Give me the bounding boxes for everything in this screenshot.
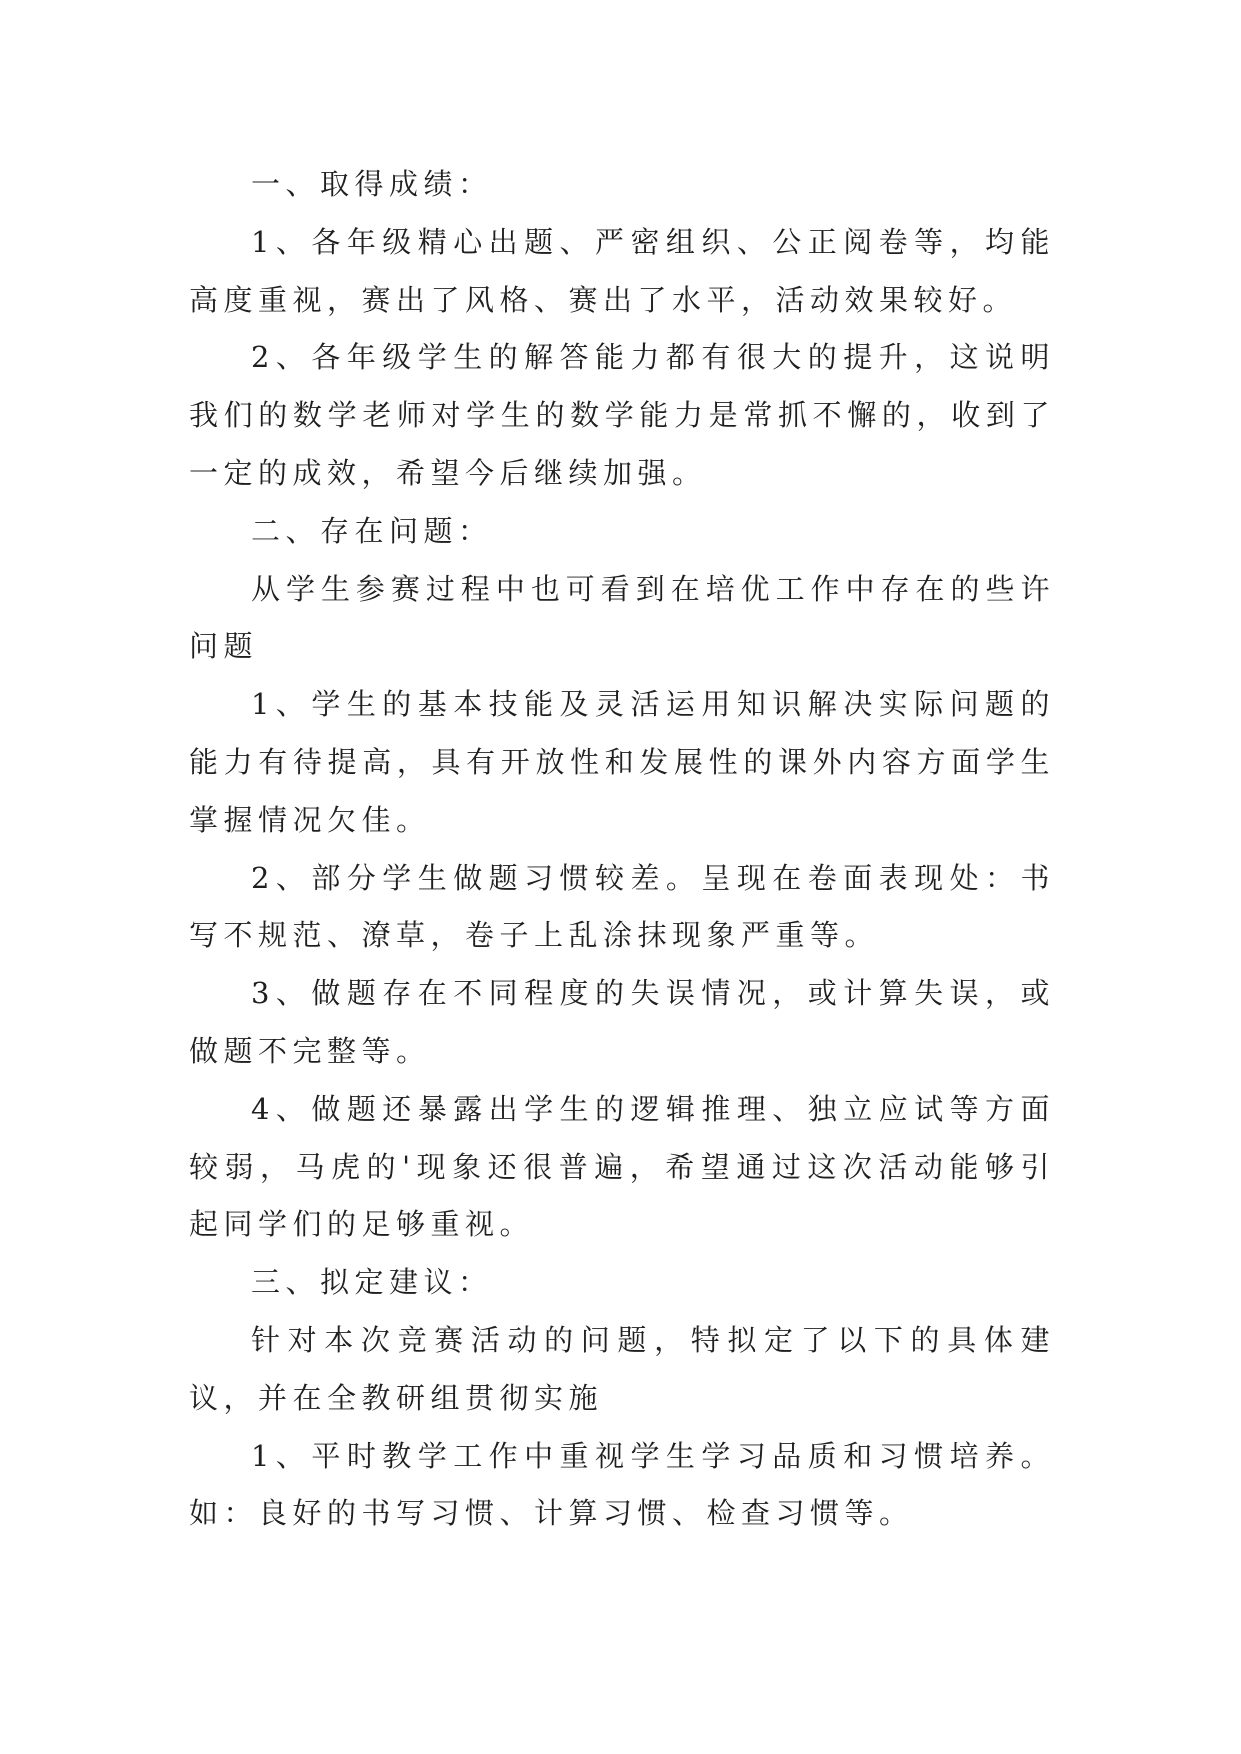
paragraph-suggestions-intro: 针对本次竞赛活动的问题，特拟定了以下的具体建议，并在全教研组贯彻实施 (189, 1322, 1055, 1415)
heading-problems: 二、存在问题： (251, 513, 493, 548)
paragraph-achievement-1: 1、各年级精心出题、严密组织、公正阅卷等，均能高度重视，赛出了风格、赛出了水平，活动效果较好。 (189, 224, 1055, 317)
document-page (189, 156, 1055, 1543)
paragraph-achievement-2: 2、各年级学生的解答能力都有很大的提升，这说明我们的数学老师对学生的数学能力是常抓不懈的，收到了一定的成效，希望今后继续加强。 (189, 340, 1055, 490)
paragraph-problem-3: 3、做题存在不同程度的失误情况，或计算失误，或做题不完整等。 (189, 976, 1055, 1068)
heading-achievements: 一、取得成绩： (251, 167, 493, 201)
paragraph-problem-2: 2、部分学生做题习惯较差。呈现在卷面表现处：书写不规范、潦草，卷子上乱涂抹现象严重等。 (189, 860, 1055, 953)
paragraph-problem-1: 1、学生的基本技能及灵活运用知识解决实际问题的能力有待提高，具有开放性和发展性的课外内容方面学生掌握情况欠佳。 (189, 687, 1055, 837)
paragraph-suggestion-1: 1、平时教学工作中重视学生学习品质和习惯培养。如：良好的书写习惯、计算习惯、检查习惯等。 (189, 1438, 1055, 1531)
paragraph-problem-4: 4、做题还暴露出学生的逻辑推理、独立应试等方面较弱，马虎的'现象还很普遍，希望通过这次活动能够引起同学们的足够重视。 (189, 1091, 1055, 1242)
paragraph-problems-intro: 从学生参赛过程中也可看到在培优工作中存在的些许问题 (189, 571, 1055, 664)
heading-suggestions: 三、拟定建议： (251, 1265, 493, 1300)
